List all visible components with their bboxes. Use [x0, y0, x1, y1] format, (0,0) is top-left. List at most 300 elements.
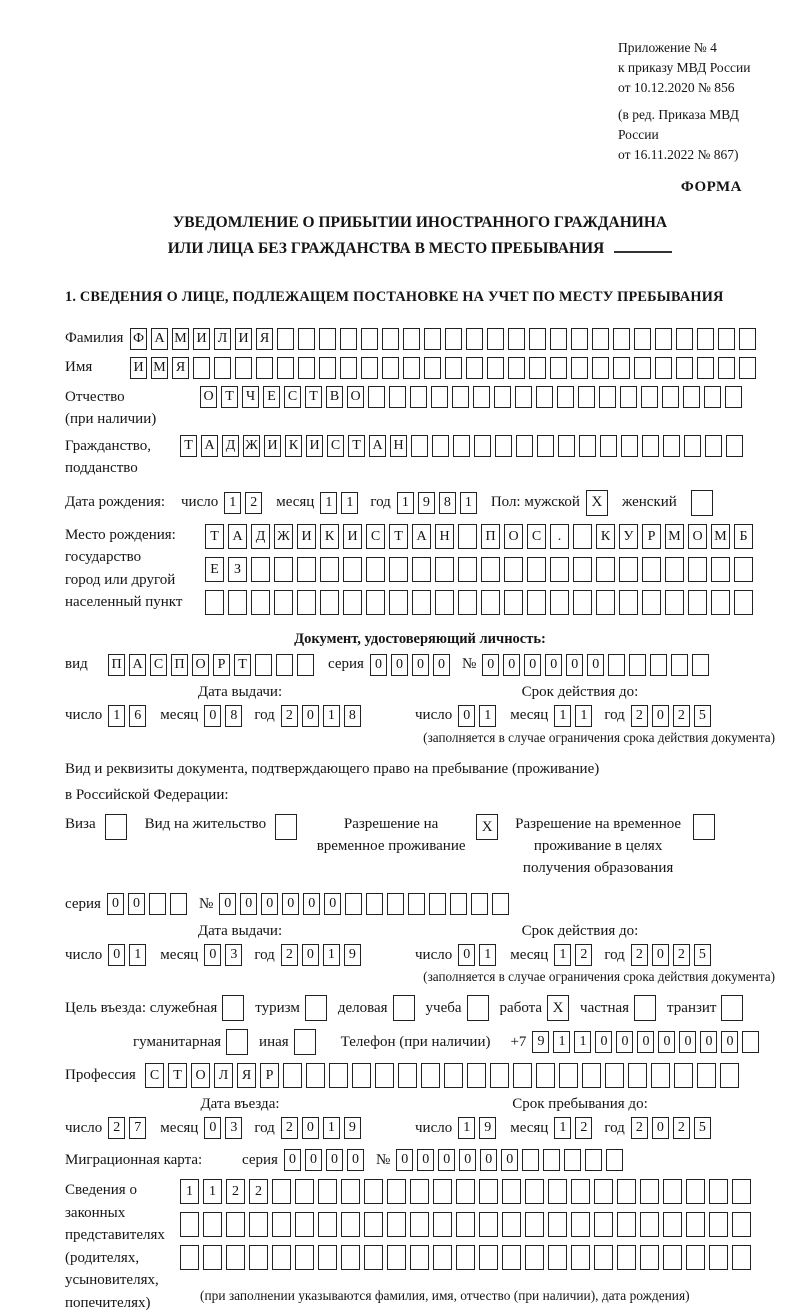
char-cell[interactable]: 0	[652, 1117, 669, 1139]
char-cell[interactable]	[479, 1245, 498, 1270]
char-cell[interactable]: 0	[412, 654, 429, 676]
char-cell[interactable]: 0	[302, 705, 319, 727]
char-cell[interactable]	[411, 435, 428, 457]
char-cell[interactable]	[466, 357, 483, 379]
char-cell[interactable]	[606, 1149, 623, 1171]
char-cell[interactable]: Т	[234, 654, 251, 676]
char-cell[interactable]: 0	[679, 1031, 696, 1053]
char-cell[interactable]	[683, 386, 700, 408]
char-cell[interactable]: О	[504, 524, 523, 549]
char-cell[interactable]	[663, 435, 680, 457]
char-cell[interactable]	[592, 328, 609, 350]
char-cell[interactable]: Р	[260, 1063, 279, 1088]
char-cell[interactable]	[640, 1245, 659, 1270]
char-cell[interactable]: 0	[261, 893, 278, 915]
char-cell[interactable]	[492, 893, 509, 915]
char-cell[interactable]	[537, 435, 554, 457]
char-cell[interactable]	[720, 1063, 739, 1088]
char-cell[interactable]: 0	[480, 1149, 497, 1171]
char-cell[interactable]	[550, 590, 569, 615]
char-cell[interactable]	[709, 1245, 728, 1270]
char-cell[interactable]	[398, 1063, 417, 1088]
char-cell[interactable]	[341, 1179, 360, 1204]
char-cell[interactable]	[504, 557, 523, 582]
char-cell[interactable]	[487, 357, 504, 379]
char-cell[interactable]	[452, 386, 469, 408]
char-cell[interactable]: 0	[219, 893, 236, 915]
char-cell[interactable]: 2	[631, 944, 648, 966]
char-cell[interactable]: П	[481, 524, 500, 549]
char-cell[interactable]: 0	[503, 654, 520, 676]
char-cell[interactable]: Н	[435, 524, 454, 549]
char-cell[interactable]	[272, 1179, 291, 1204]
char-cell[interactable]	[494, 386, 511, 408]
char-cell[interactable]	[466, 328, 483, 350]
char-cell[interactable]	[688, 557, 707, 582]
char-cell[interactable]	[298, 328, 315, 350]
char-cell[interactable]: А	[201, 435, 218, 457]
char-cell[interactable]: С	[150, 654, 167, 676]
char-cell[interactable]: 5	[694, 705, 711, 727]
char-cell[interactable]	[548, 1212, 567, 1237]
char-cell[interactable]	[709, 1179, 728, 1204]
char-cell[interactable]	[453, 435, 470, 457]
char-cell[interactable]	[628, 1063, 647, 1088]
char-cell[interactable]: И	[130, 357, 147, 379]
char-cell[interactable]	[170, 893, 187, 915]
char-cell[interactable]	[688, 590, 707, 615]
char-cell[interactable]	[410, 1179, 429, 1204]
char-cell[interactable]	[613, 357, 630, 379]
char-cell[interactable]	[516, 435, 533, 457]
purpose-business-checkbox[interactable]	[393, 995, 415, 1021]
char-cell[interactable]: Д	[251, 524, 270, 549]
char-cell[interactable]: 2	[226, 1179, 245, 1204]
char-cell[interactable]: И	[264, 435, 281, 457]
char-cell[interactable]	[458, 524, 477, 549]
char-cell[interactable]	[226, 1245, 245, 1270]
purpose-tourism-checkbox[interactable]	[305, 995, 327, 1021]
char-cell[interactable]: И	[343, 524, 362, 549]
char-cell[interactable]	[277, 357, 294, 379]
char-cell[interactable]	[456, 1245, 475, 1270]
char-cell[interactable]	[525, 1179, 544, 1204]
purpose-official-checkbox[interactable]	[222, 995, 244, 1021]
purpose-humanitarian-checkbox[interactable]	[226, 1029, 248, 1055]
char-cell[interactable]	[732, 1245, 751, 1270]
char-cell[interactable]: М	[172, 328, 189, 350]
char-cell[interactable]	[705, 435, 722, 457]
char-cell[interactable]	[502, 1245, 521, 1270]
char-cell[interactable]: 2	[281, 944, 298, 966]
residence-permit-checkbox[interactable]	[275, 814, 297, 840]
char-cell[interactable]	[676, 328, 693, 350]
gender-male-checkbox[interactable]: X	[586, 490, 608, 516]
char-cell[interactable]	[226, 1212, 245, 1237]
char-cell[interactable]	[424, 357, 441, 379]
char-cell[interactable]	[341, 1245, 360, 1270]
char-cell[interactable]	[421, 1063, 440, 1088]
char-cell[interactable]	[471, 893, 488, 915]
char-cell[interactable]	[571, 1245, 590, 1270]
char-cell[interactable]: П	[171, 654, 188, 676]
char-cell[interactable]	[403, 328, 420, 350]
char-cell[interactable]	[634, 357, 651, 379]
char-cell[interactable]	[361, 328, 378, 350]
char-cell[interactable]: И	[306, 435, 323, 457]
char-cell[interactable]	[594, 1179, 613, 1204]
char-cell[interactable]: 5	[694, 944, 711, 966]
char-cell[interactable]	[433, 1179, 452, 1204]
char-cell[interactable]	[214, 357, 231, 379]
char-cell[interactable]	[734, 590, 753, 615]
char-cell[interactable]	[473, 386, 490, 408]
char-cell[interactable]	[180, 1212, 199, 1237]
char-cell[interactable]: 1	[323, 1117, 340, 1139]
char-cell[interactable]: 1	[458, 1117, 475, 1139]
char-cell[interactable]	[433, 1212, 452, 1237]
char-cell[interactable]	[298, 357, 315, 379]
char-cell[interactable]	[629, 654, 646, 676]
char-cell[interactable]: 1	[323, 944, 340, 966]
char-cell[interactable]	[203, 1212, 222, 1237]
char-cell[interactable]	[734, 557, 753, 582]
char-cell[interactable]	[663, 1179, 682, 1204]
char-cell[interactable]	[599, 386, 616, 408]
char-cell[interactable]: 0	[545, 654, 562, 676]
char-cell[interactable]: П	[108, 654, 125, 676]
char-cell[interactable]	[340, 357, 357, 379]
char-cell[interactable]	[594, 1245, 613, 1270]
char-cell[interactable]	[364, 1179, 383, 1204]
char-cell[interactable]	[596, 557, 615, 582]
char-cell[interactable]: М	[665, 524, 684, 549]
char-cell[interactable]: Е	[263, 386, 280, 408]
char-cell[interactable]	[642, 590, 661, 615]
char-cell[interactable]	[295, 1179, 314, 1204]
char-cell[interactable]	[525, 1212, 544, 1237]
char-cell[interactable]	[474, 435, 491, 457]
char-cell[interactable]	[366, 557, 385, 582]
char-cell[interactable]: 3	[225, 944, 242, 966]
char-cell[interactable]	[697, 357, 714, 379]
char-cell[interactable]	[203, 1245, 222, 1270]
char-cell[interactable]: 0	[108, 944, 125, 966]
char-cell[interactable]	[481, 557, 500, 582]
char-cell[interactable]: 7	[129, 1117, 146, 1139]
char-cell[interactable]	[352, 1063, 371, 1088]
char-cell[interactable]	[592, 357, 609, 379]
char-cell[interactable]	[319, 328, 336, 350]
char-cell[interactable]	[389, 386, 406, 408]
char-cell[interactable]: 1	[341, 492, 358, 514]
char-cell[interactable]	[663, 1212, 682, 1237]
char-cell[interactable]	[408, 893, 425, 915]
char-cell[interactable]	[228, 590, 247, 615]
char-cell[interactable]: 1	[574, 1031, 591, 1053]
char-cell[interactable]: К	[596, 524, 615, 549]
char-cell[interactable]	[559, 1063, 578, 1088]
char-cell[interactable]: 2	[631, 1117, 648, 1139]
char-cell[interactable]: 1	[554, 944, 571, 966]
char-cell[interactable]: О	[192, 654, 209, 676]
char-cell[interactable]	[375, 1063, 394, 1088]
char-cell[interactable]	[718, 328, 735, 350]
char-cell[interactable]: У	[619, 524, 638, 549]
char-cell[interactable]: К	[285, 435, 302, 457]
char-cell[interactable]	[456, 1179, 475, 1204]
char-cell[interactable]	[663, 1245, 682, 1270]
char-cell[interactable]: 0	[324, 893, 341, 915]
char-cell[interactable]	[272, 1245, 291, 1270]
char-cell[interactable]: .	[550, 524, 569, 549]
char-cell[interactable]	[634, 328, 651, 350]
char-cell[interactable]	[697, 328, 714, 350]
char-cell[interactable]	[665, 590, 684, 615]
char-cell[interactable]	[329, 1063, 348, 1088]
char-cell[interactable]	[573, 557, 592, 582]
char-cell[interactable]: С	[284, 386, 301, 408]
char-cell[interactable]: 1	[397, 492, 414, 514]
char-cell[interactable]	[272, 1212, 291, 1237]
char-cell[interactable]	[366, 590, 385, 615]
char-cell[interactable]	[515, 386, 532, 408]
char-cell[interactable]	[640, 1212, 659, 1237]
char-cell[interactable]	[578, 386, 595, 408]
char-cell[interactable]	[361, 357, 378, 379]
char-cell[interactable]: А	[369, 435, 386, 457]
char-cell[interactable]: 0	[433, 654, 450, 676]
char-cell[interactable]	[621, 435, 638, 457]
char-cell[interactable]: 0	[566, 654, 583, 676]
char-cell[interactable]	[508, 357, 525, 379]
char-cell[interactable]	[424, 328, 441, 350]
char-cell[interactable]: 2	[673, 944, 690, 966]
char-cell[interactable]: 0	[459, 1149, 476, 1171]
char-cell[interactable]	[651, 1063, 670, 1088]
char-cell[interactable]: 2	[281, 1117, 298, 1139]
char-cell[interactable]: Ж	[274, 524, 293, 549]
char-cell[interactable]: 0	[284, 1149, 301, 1171]
char-cell[interactable]	[487, 328, 504, 350]
char-cell[interactable]	[490, 1063, 509, 1088]
char-cell[interactable]: 0	[587, 654, 604, 676]
char-cell[interactable]: 0	[458, 705, 475, 727]
char-cell[interactable]	[180, 1245, 199, 1270]
char-cell[interactable]: 6	[129, 705, 146, 727]
char-cell[interactable]	[655, 357, 672, 379]
char-cell[interactable]: 1	[554, 1117, 571, 1139]
char-cell[interactable]: 0	[700, 1031, 717, 1053]
char-cell[interactable]: С	[527, 524, 546, 549]
char-cell[interactable]: 1	[320, 492, 337, 514]
char-cell[interactable]: 0	[482, 654, 499, 676]
char-cell[interactable]: Т	[305, 386, 322, 408]
char-cell[interactable]	[684, 435, 701, 457]
char-cell[interactable]	[343, 590, 362, 615]
char-cell[interactable]	[725, 386, 742, 408]
char-cell[interactable]: 0	[396, 1149, 413, 1171]
char-cell[interactable]	[650, 654, 667, 676]
char-cell[interactable]: 9	[532, 1031, 549, 1053]
char-cell[interactable]	[318, 1179, 337, 1204]
char-cell[interactable]	[732, 1212, 751, 1237]
char-cell[interactable]	[739, 328, 756, 350]
char-cell[interactable]	[596, 590, 615, 615]
char-cell[interactable]	[732, 1179, 751, 1204]
char-cell[interactable]: 1	[479, 944, 496, 966]
char-cell[interactable]	[619, 590, 638, 615]
char-cell[interactable]	[364, 1245, 383, 1270]
char-cell[interactable]	[306, 1063, 325, 1088]
char-cell[interactable]	[318, 1245, 337, 1270]
char-cell[interactable]: 1	[108, 705, 125, 727]
char-cell[interactable]: 0	[282, 893, 299, 915]
char-cell[interactable]	[320, 590, 339, 615]
char-cell[interactable]: 1	[180, 1179, 199, 1204]
char-cell[interactable]: 0	[204, 944, 221, 966]
char-cell[interactable]	[582, 1063, 601, 1088]
char-cell[interactable]: 0	[616, 1031, 633, 1053]
char-cell[interactable]	[711, 557, 730, 582]
char-cell[interactable]	[557, 386, 574, 408]
char-cell[interactable]	[382, 328, 399, 350]
char-cell[interactable]	[297, 590, 316, 615]
char-cell[interactable]: 2	[631, 705, 648, 727]
char-cell[interactable]: 0	[417, 1149, 434, 1171]
char-cell[interactable]: Т	[205, 524, 224, 549]
char-cell[interactable]	[662, 386, 679, 408]
char-cell[interactable]	[718, 357, 735, 379]
char-cell[interactable]	[368, 386, 385, 408]
char-cell[interactable]: Ж	[243, 435, 260, 457]
char-cell[interactable]	[571, 1212, 590, 1237]
char-cell[interactable]: И	[235, 328, 252, 350]
char-cell[interactable]	[573, 590, 592, 615]
char-cell[interactable]	[742, 1031, 759, 1053]
char-cell[interactable]: 0	[107, 893, 124, 915]
char-cell[interactable]	[318, 1212, 337, 1237]
char-cell[interactable]	[433, 1245, 452, 1270]
char-cell[interactable]: 0	[652, 944, 669, 966]
char-cell[interactable]	[277, 328, 294, 350]
char-cell[interactable]: 2	[575, 944, 592, 966]
char-cell[interactable]	[444, 1063, 463, 1088]
char-cell[interactable]: 0	[204, 705, 221, 727]
char-cell[interactable]: Ч	[242, 386, 259, 408]
char-cell[interactable]	[502, 1212, 521, 1237]
char-cell[interactable]	[527, 557, 546, 582]
char-cell[interactable]	[686, 1179, 705, 1204]
char-cell[interactable]	[529, 357, 546, 379]
char-cell[interactable]	[256, 357, 273, 379]
char-cell[interactable]	[479, 1212, 498, 1237]
char-cell[interactable]	[571, 1179, 590, 1204]
char-cell[interactable]	[283, 1063, 302, 1088]
char-cell[interactable]	[579, 435, 596, 457]
char-cell[interactable]	[458, 557, 477, 582]
char-cell[interactable]: 9	[418, 492, 435, 514]
char-cell[interactable]: О	[347, 386, 364, 408]
char-cell[interactable]: 2	[575, 1117, 592, 1139]
char-cell[interactable]	[431, 386, 448, 408]
char-cell[interactable]	[387, 893, 404, 915]
char-cell[interactable]	[389, 557, 408, 582]
char-cell[interactable]: М	[711, 524, 730, 549]
char-cell[interactable]	[341, 1212, 360, 1237]
char-cell[interactable]: Л	[214, 1063, 233, 1088]
char-cell[interactable]	[297, 557, 316, 582]
char-cell[interactable]: 0	[204, 1117, 221, 1139]
char-cell[interactable]: Р	[213, 654, 230, 676]
purpose-work-checkbox[interactable]: X	[547, 995, 569, 1021]
char-cell[interactable]: Т	[168, 1063, 187, 1088]
char-cell[interactable]	[276, 654, 293, 676]
char-cell[interactable]: Р	[642, 524, 661, 549]
char-cell[interactable]: 2	[245, 492, 262, 514]
char-cell[interactable]: И	[297, 524, 316, 549]
char-cell[interactable]	[319, 357, 336, 379]
char-cell[interactable]: 1	[129, 944, 146, 966]
char-cell[interactable]: Я	[237, 1063, 256, 1088]
char-cell[interactable]: 2	[108, 1117, 125, 1139]
char-cell[interactable]: 1	[575, 705, 592, 727]
char-cell[interactable]: В	[326, 386, 343, 408]
char-cell[interactable]: 0	[637, 1031, 654, 1053]
char-cell[interactable]	[558, 435, 575, 457]
char-cell[interactable]	[709, 1212, 728, 1237]
char-cell[interactable]: 1	[460, 492, 477, 514]
char-cell[interactable]: 0	[652, 705, 669, 727]
char-cell[interactable]	[571, 328, 588, 350]
char-cell[interactable]	[508, 328, 525, 350]
char-cell[interactable]: Н	[390, 435, 407, 457]
char-cell[interactable]	[522, 1149, 539, 1171]
char-cell[interactable]	[387, 1245, 406, 1270]
char-cell[interactable]	[340, 328, 357, 350]
char-cell[interactable]: 0	[438, 1149, 455, 1171]
char-cell[interactable]	[697, 1063, 716, 1088]
char-cell[interactable]	[585, 1149, 602, 1171]
char-cell[interactable]: 1	[479, 705, 496, 727]
char-cell[interactable]: 0	[721, 1031, 738, 1053]
char-cell[interactable]: 9	[344, 944, 361, 966]
char-cell[interactable]	[641, 386, 658, 408]
char-cell[interactable]: 0	[501, 1149, 518, 1171]
char-cell[interactable]	[295, 1212, 314, 1237]
char-cell[interactable]: 5	[694, 1117, 711, 1139]
char-cell[interactable]: 0	[326, 1149, 343, 1171]
char-cell[interactable]	[571, 357, 588, 379]
char-cell[interactable]	[429, 893, 446, 915]
char-cell[interactable]: 0	[128, 893, 145, 915]
char-cell[interactable]: 9	[344, 1117, 361, 1139]
char-cell[interactable]	[458, 590, 477, 615]
char-cell[interactable]: Л	[214, 328, 231, 350]
char-cell[interactable]: 2	[281, 705, 298, 727]
temp-residence-checkbox[interactable]: X	[476, 814, 498, 840]
char-cell[interactable]	[320, 557, 339, 582]
char-cell[interactable]: 2	[673, 705, 690, 727]
char-cell[interactable]	[235, 357, 252, 379]
char-cell[interactable]: Д	[222, 435, 239, 457]
char-cell[interactable]	[640, 1179, 659, 1204]
char-cell[interactable]	[671, 654, 688, 676]
char-cell[interactable]	[536, 386, 553, 408]
char-cell[interactable]	[274, 590, 293, 615]
char-cell[interactable]: О	[191, 1063, 210, 1088]
char-cell[interactable]: 2	[673, 1117, 690, 1139]
